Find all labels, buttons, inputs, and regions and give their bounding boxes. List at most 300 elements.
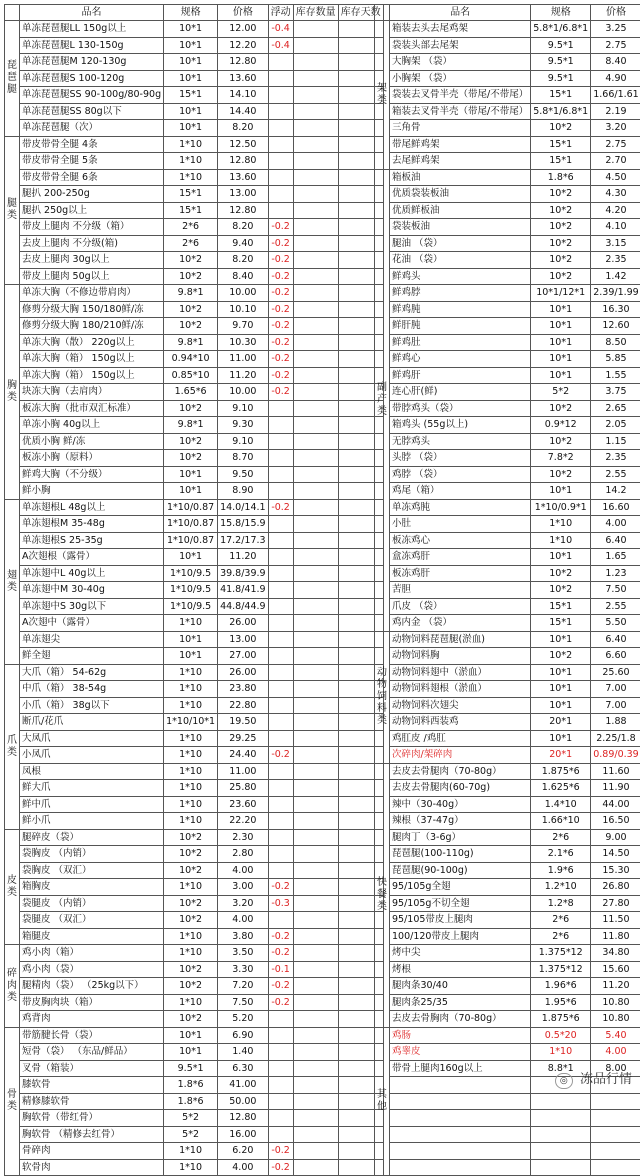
product-price: 23.60 xyxy=(218,796,269,813)
product-price: 7.50 xyxy=(218,994,269,1011)
product-spec: 1*10 xyxy=(164,730,218,747)
table-row xyxy=(375,961,640,978)
price-float xyxy=(268,433,293,450)
price-float: -0.2 xyxy=(268,285,293,302)
product-price: 29.25 xyxy=(218,730,269,747)
table-row xyxy=(375,87,640,104)
table-row xyxy=(375,945,640,962)
product-price: 5.85 xyxy=(591,351,640,368)
brand-label: 冻品行情 xyxy=(580,1072,632,1087)
product-spec: 1*10 xyxy=(164,1143,218,1160)
product-spec: 15*1 xyxy=(531,153,591,170)
table-row xyxy=(5,1077,384,1094)
product-name: 鸡尾（箱） xyxy=(390,483,531,500)
product-name: 袋腿皮 （内销） xyxy=(20,895,164,912)
product-price: 12.60 xyxy=(591,318,640,335)
product-spec xyxy=(531,1159,591,1176)
stock-quantity xyxy=(293,136,338,153)
product-spec: 10*1 xyxy=(531,697,591,714)
product-name: 带脖鸡头（袋） xyxy=(390,400,531,417)
price-float xyxy=(268,103,293,120)
product-spec: 10*1 xyxy=(164,70,218,87)
price-float: -0.1 xyxy=(268,961,293,978)
category-label: 胸类 xyxy=(5,285,20,500)
table-row xyxy=(375,747,640,764)
product-name: A次翅根（露骨） xyxy=(20,549,164,566)
stock-quantity xyxy=(293,334,338,351)
product-price: 44.8/44.9 xyxy=(218,598,269,615)
product-spec: 1*10 xyxy=(164,796,218,813)
price-float xyxy=(268,615,293,632)
table-row xyxy=(375,252,640,269)
stock-quantity xyxy=(293,928,338,945)
table-row xyxy=(375,268,640,285)
product-name: 动物饲料西装鸡 xyxy=(390,714,531,731)
product-spec: 9.5*1 xyxy=(531,37,591,54)
product-spec: 1.625*6 xyxy=(531,780,591,797)
price-float: -0.2 xyxy=(268,747,293,764)
table-row xyxy=(5,994,384,1011)
product-spec: 0.5*20 xyxy=(531,1027,591,1044)
product-name xyxy=(390,1126,531,1143)
product-price: 10.00 xyxy=(218,384,269,401)
product-price: 7.50 xyxy=(591,582,640,599)
table-row xyxy=(5,664,384,681)
price-float xyxy=(268,582,293,599)
product-price: 8.40 xyxy=(218,268,269,285)
stock-quantity xyxy=(293,846,338,863)
product-spec: 10*1 xyxy=(531,334,591,351)
product-name: 大爪（箱） 54-62g xyxy=(20,664,164,681)
price-float: -0.2 xyxy=(268,367,293,384)
product-price: 17.2/17.3 xyxy=(218,532,269,549)
product-price: 2.35 xyxy=(591,252,640,269)
stock-quantity xyxy=(293,978,338,995)
stock-quantity xyxy=(293,565,338,582)
product-name: 单冻琵琶腿（次） xyxy=(20,120,164,137)
table-row xyxy=(375,549,640,566)
product-spec: 1*10 xyxy=(531,532,591,549)
product-price: 16.60 xyxy=(591,499,640,516)
product-price: 10.30 xyxy=(218,334,269,351)
category-label: 动物饲料类 xyxy=(375,631,390,763)
column-header: 库存天数 xyxy=(338,5,383,21)
product-price: 8.20 xyxy=(218,219,269,236)
product-price: 14.50 xyxy=(591,846,640,863)
product-spec: 10*1 xyxy=(531,631,591,648)
product-spec: 10*1 xyxy=(164,54,218,71)
product-price: 4.00 xyxy=(218,862,269,879)
stock-quantity xyxy=(293,169,338,186)
product-name: 鲜鸡脖 xyxy=(390,285,531,302)
product-name: 辣中（30-40g） xyxy=(390,796,531,813)
price-float: -0.2 xyxy=(268,318,293,335)
product-price: 26.00 xyxy=(218,664,269,681)
table-row xyxy=(375,153,640,170)
product-price xyxy=(591,1159,640,1176)
stock-quantity xyxy=(293,384,338,401)
price-float: -0.4 xyxy=(268,37,293,54)
product-name: 单冻鸡肫 xyxy=(390,499,531,516)
product-name: 单冻翅根M 35-48g xyxy=(20,516,164,533)
product-price: 4.00 xyxy=(591,1044,640,1061)
product-spec: 5.8*1/6.8*1 xyxy=(531,21,591,38)
stock-quantity xyxy=(293,598,338,615)
table-row xyxy=(5,895,384,912)
table-row xyxy=(5,1060,384,1077)
product-spec: 10*2 xyxy=(164,450,218,467)
product-name: 去皮上腿肉 不分级(箱) xyxy=(20,235,164,252)
stock-quantity xyxy=(293,1060,338,1077)
product-spec: 1*10 xyxy=(164,994,218,1011)
stock-quantity xyxy=(293,615,338,632)
product-name: 琵琶腿(100-110g) xyxy=(390,846,531,863)
table-row xyxy=(5,21,384,38)
product-price: 1.40 xyxy=(218,1044,269,1061)
product-price: 4.30 xyxy=(591,186,640,203)
product-name: 小肚 xyxy=(390,516,531,533)
product-price: 11.60 xyxy=(591,763,640,780)
product-price: 12.20 xyxy=(218,37,269,54)
price-float: -0.2 xyxy=(268,1159,293,1176)
product-spec: 5*2 xyxy=(531,384,591,401)
product-price: 12.00 xyxy=(218,21,269,38)
table-row xyxy=(375,763,640,780)
product-name: 袋装去叉骨半壳（带尾/不带尾） xyxy=(390,87,531,104)
stock-quantity xyxy=(293,153,338,170)
category-label: 翅类 xyxy=(5,499,20,664)
price-float: -0.2 xyxy=(268,301,293,318)
product-spec: 10*2 xyxy=(531,252,591,269)
product-spec: 1.95*6 xyxy=(531,994,591,1011)
product-name: 带皮带骨全腿 4条 xyxy=(20,136,164,153)
product-spec: 10*2 xyxy=(531,433,591,450)
product-price xyxy=(591,1126,640,1143)
product-price: 27.80 xyxy=(591,895,640,912)
table-row xyxy=(5,747,384,764)
product-price: 15.30 xyxy=(591,862,640,879)
product-name: 去皮去骨胸肉（70-80g） xyxy=(390,1011,531,1028)
price-float: -0.2 xyxy=(268,351,293,368)
category-label: 架类 xyxy=(375,21,390,170)
product-name: 单冻琵琶腿LL 150g以上 xyxy=(20,21,164,38)
stock-quantity xyxy=(293,1126,338,1143)
product-name: 鲜小爪 xyxy=(20,813,164,830)
table-row xyxy=(5,70,384,87)
stock-quantity xyxy=(293,829,338,846)
product-price: 41.00 xyxy=(218,1077,269,1094)
product-name xyxy=(390,1143,531,1160)
product-name: 鸡小肉（箱） xyxy=(20,945,164,962)
product-name: 三角骨 xyxy=(390,120,531,137)
product-name: 腿扒 200-250g xyxy=(20,186,164,203)
product-spec: 5.8*1/6.8*1 xyxy=(531,103,591,120)
product-spec: 1*10/0.87 xyxy=(164,499,218,516)
stock-quantity xyxy=(293,417,338,434)
product-name: 鲜肝肫 xyxy=(390,318,531,335)
product-name: 鲜大爪 xyxy=(20,780,164,797)
stock-quantity xyxy=(293,532,338,549)
product-spec: 1.4*10 xyxy=(531,796,591,813)
product-price: 6.30 xyxy=(218,1060,269,1077)
price-float: -0.2 xyxy=(268,384,293,401)
product-price: 7.00 xyxy=(591,697,640,714)
product-name: 大凤爪 xyxy=(20,730,164,747)
product-spec: 10*2 xyxy=(164,912,218,929)
table-row xyxy=(375,1159,640,1176)
table-row xyxy=(5,268,384,285)
table-row xyxy=(5,483,384,500)
product-name: 腿肉条25/35 xyxy=(390,994,531,1011)
product-price: 3.20 xyxy=(591,120,640,137)
table-row xyxy=(5,648,384,665)
product-name: 袋腿皮 （双汇） xyxy=(20,912,164,929)
product-spec: 10*2 xyxy=(531,202,591,219)
product-price: 9.40 xyxy=(218,235,269,252)
product-name: 单冻琵琶腿SS 90-100g/80-90g xyxy=(20,87,164,104)
price-float: -0.2 xyxy=(268,499,293,516)
stock-quantity xyxy=(293,697,338,714)
table-row xyxy=(5,186,384,203)
category-label: 快餐类 xyxy=(375,763,390,1027)
product-name: 烤中尖 xyxy=(390,945,531,962)
table-row xyxy=(375,400,640,417)
product-name: 动物饲料琵琶腿(淤血) xyxy=(390,631,531,648)
product-name: 去皮去骨腿肉（70-80g） xyxy=(390,763,531,780)
table-row xyxy=(5,681,384,698)
product-price: 10.10 xyxy=(218,301,269,318)
stock-quantity xyxy=(293,796,338,813)
table-row xyxy=(375,994,640,1011)
product-name: 腿肉条30/40 xyxy=(390,978,531,995)
product-spec: 10*2 xyxy=(164,318,218,335)
product-price: 6.20 xyxy=(218,1143,269,1160)
stock-quantity xyxy=(293,763,338,780)
product-price: 5.50 xyxy=(591,615,640,632)
product-price: 6.40 xyxy=(591,532,640,549)
product-name: 带皮上腿肉 不分级（箱） xyxy=(20,219,164,236)
product-name: 带骨上腿肉160g以上 xyxy=(390,1060,531,1077)
stock-quantity xyxy=(293,631,338,648)
table-row xyxy=(5,978,384,995)
price-float xyxy=(268,1126,293,1143)
price-float xyxy=(268,1011,293,1028)
product-spec: 10*2 xyxy=(164,829,218,846)
product-name: 大胸架 （袋） xyxy=(390,54,531,71)
stock-quantity xyxy=(293,87,338,104)
product-price: 3.25 xyxy=(591,21,640,38)
product-spec: 1*10 xyxy=(164,747,218,764)
table-row xyxy=(375,516,640,533)
product-price: 22.80 xyxy=(218,697,269,714)
product-name: 无脖鸡头 xyxy=(390,433,531,450)
table-row xyxy=(375,664,640,681)
product-name: 鸡肛皮 /鸡肛 xyxy=(390,730,531,747)
table-row xyxy=(375,285,640,302)
product-name: 小凤爪 xyxy=(20,747,164,764)
product-price: 8.90 xyxy=(218,483,269,500)
product-spec: 15*1 xyxy=(531,615,591,632)
table-row xyxy=(5,103,384,120)
product-spec: 15*1 xyxy=(531,598,591,615)
product-price: 50.00 xyxy=(218,1093,269,1110)
product-price: 15.8/15.9 xyxy=(218,516,269,533)
table-row xyxy=(5,879,384,896)
price-float xyxy=(268,417,293,434)
product-spec: 10*2 xyxy=(164,862,218,879)
product-price: 4.00 xyxy=(218,912,269,929)
table-row xyxy=(5,219,384,236)
product-spec: 10*2 xyxy=(164,301,218,318)
stock-quantity xyxy=(293,367,338,384)
product-spec: 10*2 xyxy=(164,1011,218,1028)
category-label: 副产类 xyxy=(375,169,390,631)
price-float: -0.2 xyxy=(268,252,293,269)
table-row xyxy=(375,1027,640,1044)
stock-quantity xyxy=(293,235,338,252)
product-price: 34.80 xyxy=(591,945,640,962)
table-row xyxy=(375,714,640,731)
product-name: 单冻大胸（不修边带肩肉） xyxy=(20,285,164,302)
price-float xyxy=(268,54,293,71)
product-name: 优质鲜板油 xyxy=(390,202,531,219)
product-name: 鸡小肉（袋） xyxy=(20,961,164,978)
product-spec: 1*10 xyxy=(164,813,218,830)
table-row xyxy=(5,1143,384,1160)
product-spec: 0.94*10 xyxy=(164,351,218,368)
price-float xyxy=(268,1077,293,1094)
stock-quantity xyxy=(293,1159,338,1176)
product-price: 2.70 xyxy=(591,153,640,170)
table-row xyxy=(5,945,384,962)
product-spec: 0.9*12 xyxy=(531,417,591,434)
product-price: 44.00 xyxy=(591,796,640,813)
product-name: 修剪分级大胸 150/180鲜/冻 xyxy=(20,301,164,318)
price-float xyxy=(268,1110,293,1127)
product-price: 8.20 xyxy=(218,252,269,269)
product-name: 鸡脖 （袋） xyxy=(390,466,531,483)
table-row xyxy=(375,681,640,698)
table-row xyxy=(5,1093,384,1110)
product-spec: 8.8*1 xyxy=(531,1060,591,1077)
product-name: 优质小胸 鲜/冻 xyxy=(20,433,164,450)
stock-quantity xyxy=(293,780,338,797)
table-row xyxy=(5,598,384,615)
product-spec: 10*2 xyxy=(164,433,218,450)
category-label: 碎肉类 xyxy=(5,945,20,1028)
price-float: -0.2 xyxy=(268,235,293,252)
product-spec: 10*2 xyxy=(531,235,591,252)
product-name: 动物饲料翅中（淤血） xyxy=(390,664,531,681)
product-price: 8.00 xyxy=(591,1060,640,1077)
product-spec: 10*2 xyxy=(531,186,591,203)
table-row xyxy=(5,301,384,318)
product-name: 优质袋装板油 xyxy=(390,186,531,203)
table-row xyxy=(5,318,384,335)
product-name: 鲜全翅 xyxy=(20,648,164,665)
product-price: 14.0/14.1 xyxy=(218,499,269,516)
product-spec: 15*1 xyxy=(164,87,218,104)
product-price: 4.00 xyxy=(591,516,640,533)
stock-quantity xyxy=(293,664,338,681)
table-row xyxy=(5,1159,384,1176)
product-spec: 10*1 xyxy=(164,103,218,120)
product-name: 辣根（37-47g） xyxy=(390,813,531,830)
table-row xyxy=(5,549,384,566)
stock-quantity xyxy=(293,219,338,236)
product-name xyxy=(390,1093,531,1110)
product-price: 7.20 xyxy=(218,978,269,995)
product-price: 1.66/1.61 xyxy=(591,87,640,104)
product-price: 4.20 xyxy=(591,202,640,219)
stock-quantity xyxy=(293,714,338,731)
product-spec: 10*1/12*1 xyxy=(531,285,591,302)
table-row xyxy=(5,1126,384,1143)
product-price: 26.00 xyxy=(218,615,269,632)
product-name: 修剪分级大胸 180/210鲜/冻 xyxy=(20,318,164,335)
product-spec: 10*2 xyxy=(531,582,591,599)
product-spec: 10*1 xyxy=(531,351,591,368)
category-label: 腿类 xyxy=(5,136,20,285)
product-spec: 10*2 xyxy=(531,268,591,285)
price-float xyxy=(268,631,293,648)
price-float: -0.2 xyxy=(268,978,293,995)
stock-quantity xyxy=(293,1143,338,1160)
product-spec: 2*6 xyxy=(531,829,591,846)
product-price: 2.30 xyxy=(218,829,269,846)
stock-quantity xyxy=(293,912,338,929)
table-row xyxy=(5,829,384,846)
product-price: 11.80 xyxy=(591,928,640,945)
product-spec: 2.1*6 xyxy=(531,846,591,863)
product-spec: 1.8*6 xyxy=(164,1093,218,1110)
product-name: 带皮带骨全腿 6条 xyxy=(20,169,164,186)
product-price: 3.80 xyxy=(218,928,269,945)
product-spec: 1*10 xyxy=(164,136,218,153)
product-spec: 1*10/10*1 xyxy=(164,714,218,731)
price-float: -0.2 xyxy=(268,994,293,1011)
product-name: 动物饲料翅根（淤血） xyxy=(390,681,531,698)
product-name: 带尾鲜鸡架 xyxy=(390,136,531,153)
product-name xyxy=(390,1077,531,1094)
header-row xyxy=(5,5,384,21)
product-name: 板冻大胸（批市双汇标准） xyxy=(20,400,164,417)
price-float xyxy=(268,714,293,731)
stock-quantity xyxy=(293,813,338,830)
table-row xyxy=(375,796,640,813)
price-float xyxy=(268,681,293,698)
product-name: 板冻鸡肝 xyxy=(390,565,531,582)
product-spec: 9.8*1 xyxy=(164,285,218,302)
table-row xyxy=(5,450,384,467)
table-row xyxy=(375,978,640,995)
product-price: 4.50 xyxy=(591,169,640,186)
table-row xyxy=(375,598,640,615)
product-spec: 5*2 xyxy=(164,1126,218,1143)
stock-quantity xyxy=(293,549,338,566)
product-spec: 10*1 xyxy=(164,549,218,566)
product-spec: 1.65*6 xyxy=(164,384,218,401)
product-name: 鲜鸡心 xyxy=(390,351,531,368)
category-label: 琵琶腿 xyxy=(5,21,20,137)
product-name: 膝软骨 xyxy=(20,1077,164,1094)
table-row xyxy=(375,780,640,797)
product-price: 27.00 xyxy=(218,648,269,665)
product-spec: 1*10 xyxy=(164,697,218,714)
product-spec: 1*10/0.9*1 xyxy=(531,499,591,516)
stock-quantity xyxy=(293,879,338,896)
product-name: 单冻小胸 40g以上 xyxy=(20,417,164,434)
